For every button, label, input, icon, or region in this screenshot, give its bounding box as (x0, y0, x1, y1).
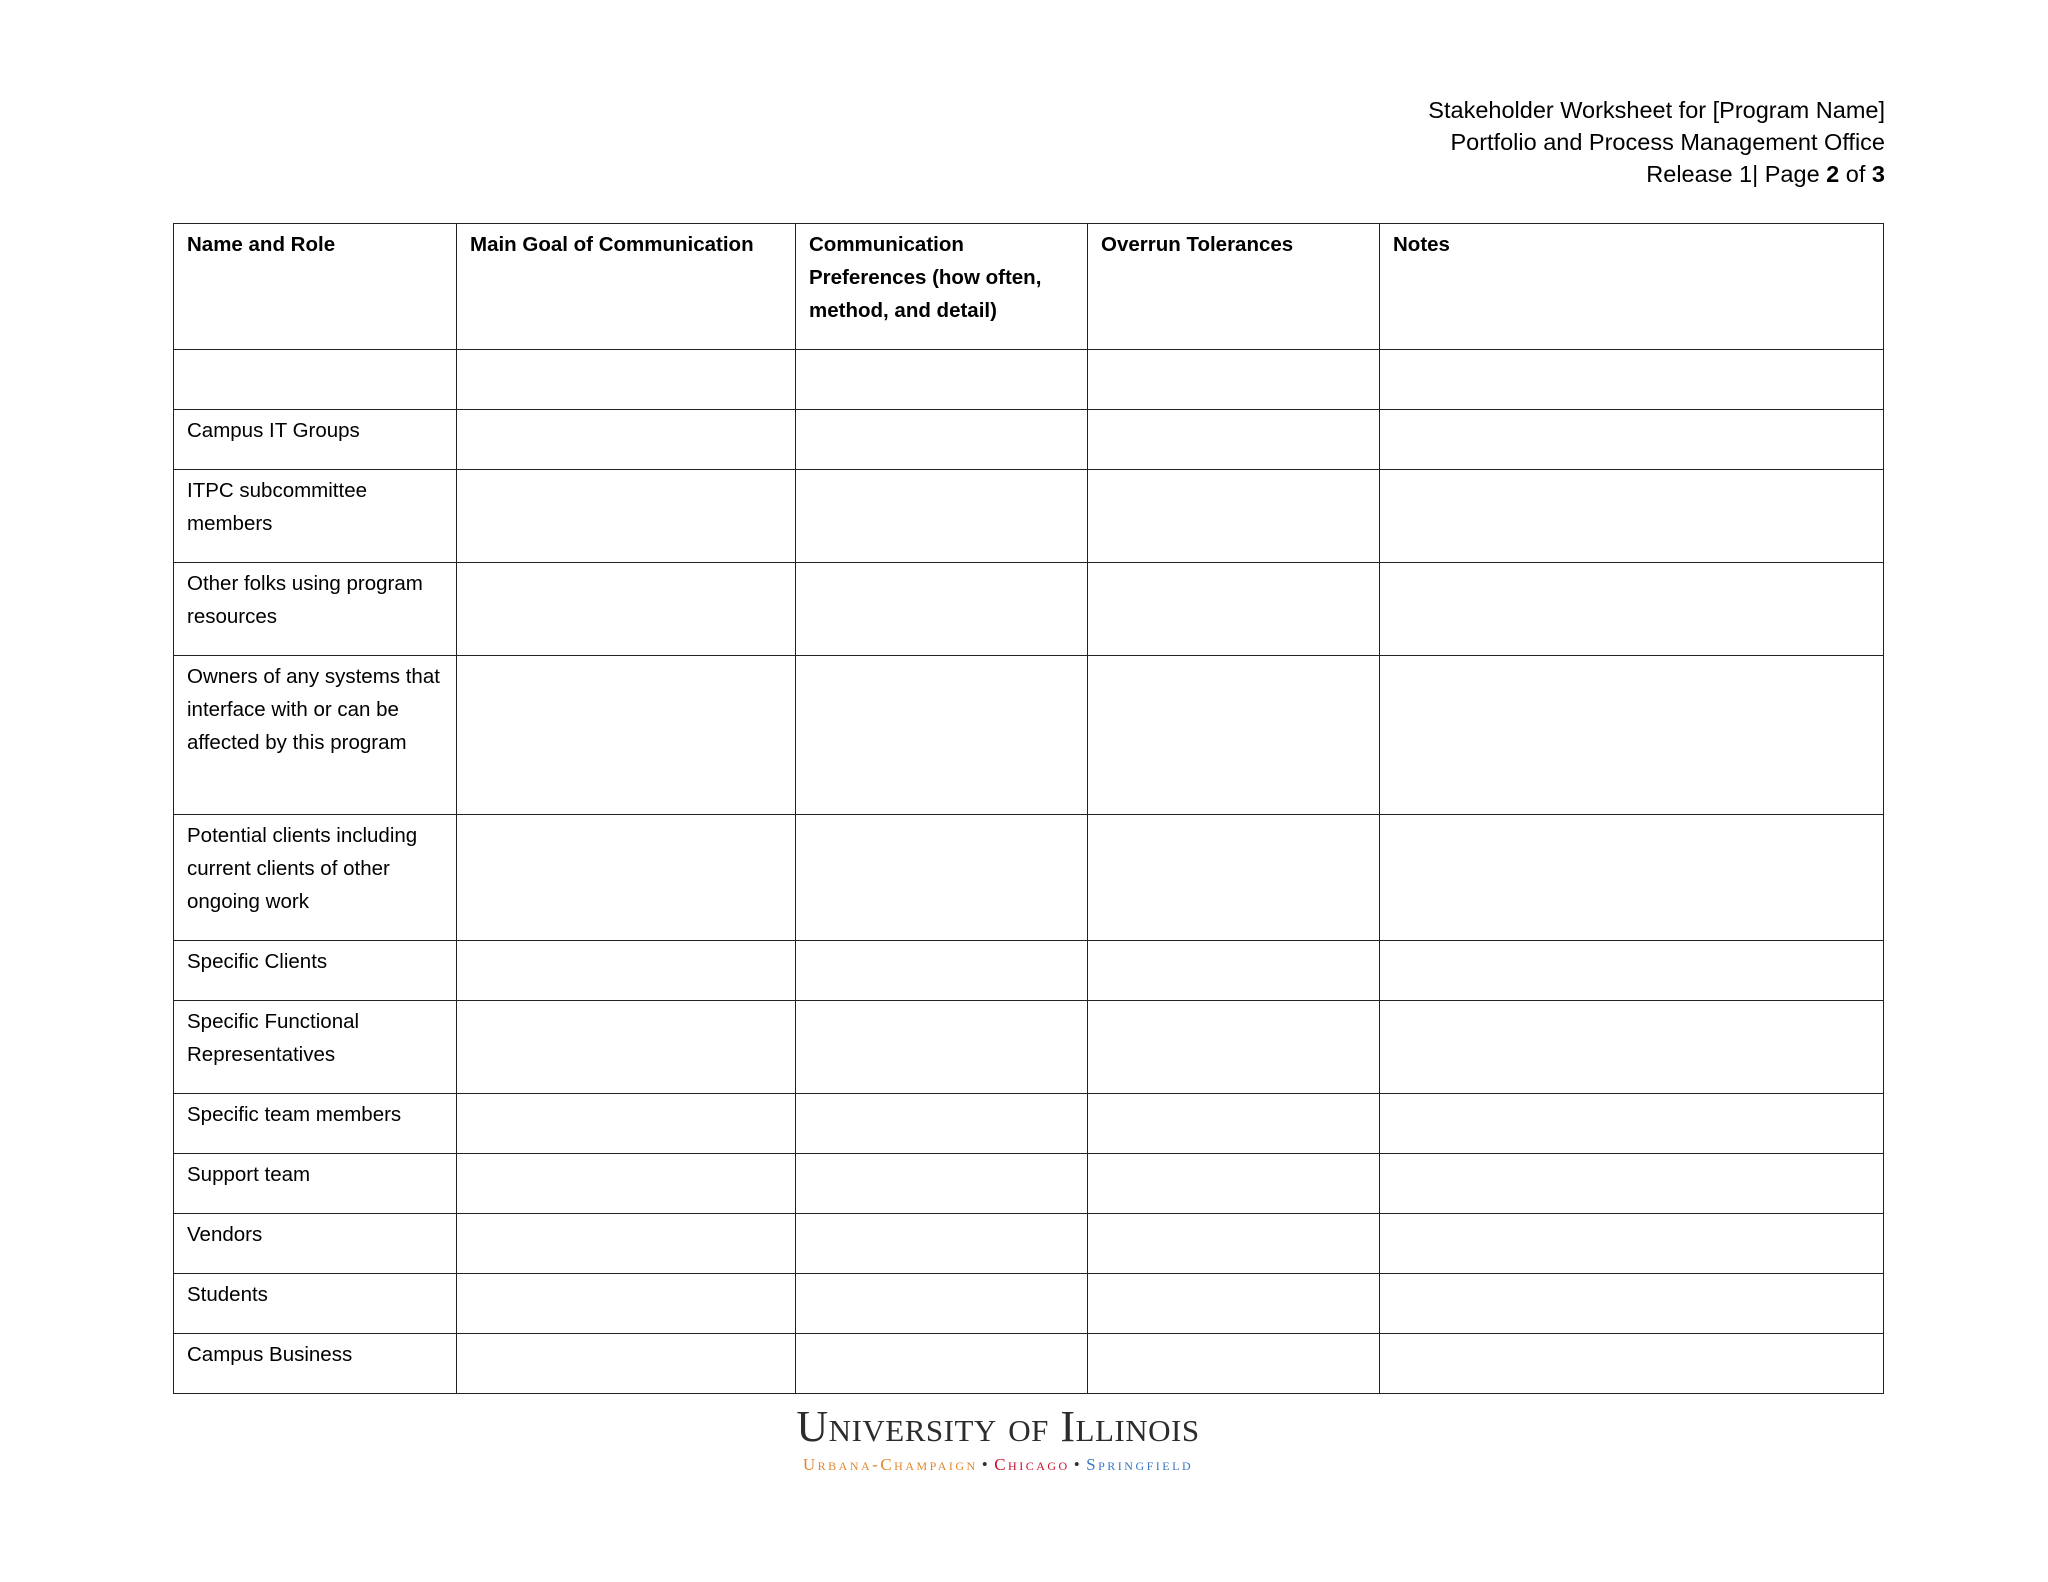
row-label: Potential clients including current clients of other ongoing work (174, 815, 457, 941)
table-row (174, 1001, 1884, 1094)
page-indicator: Release 1| Page 2 of 3 (1646, 161, 1885, 187)
table-row (174, 410, 1884, 470)
page-header (1428, 94, 1885, 190)
table-cell[interactable] (796, 563, 1088, 656)
table-row (174, 1154, 1884, 1214)
page-total: 3 (1871, 161, 1885, 187)
table-cell[interactable] (796, 1274, 1088, 1334)
table-cell[interactable] (457, 815, 796, 941)
table-cell[interactable] (1380, 1274, 1884, 1334)
table-cell[interactable] (1380, 1094, 1884, 1154)
table-cell[interactable] (1088, 1094, 1380, 1154)
table-cell[interactable] (796, 1214, 1088, 1274)
table-cell[interactable] (457, 470, 796, 563)
row-label: Specific Clients (174, 941, 457, 1001)
row-label: Vendors (174, 1214, 457, 1274)
table-cell[interactable] (796, 1154, 1088, 1214)
header-name-and-role: Name and Role (174, 224, 457, 350)
table-cell[interactable] (1088, 563, 1380, 656)
table-cell[interactable] (1380, 656, 1884, 815)
table-cell[interactable] (796, 941, 1088, 1001)
row-label: Students (174, 1274, 457, 1334)
table-cell[interactable] (796, 815, 1088, 941)
header-notes: Notes (1380, 224, 1884, 350)
table-cell[interactable] (457, 1154, 796, 1214)
logo-wordmark: University of Illinois (796, 1402, 1200, 1451)
table-row (174, 350, 1884, 410)
table-cell[interactable] (457, 1274, 796, 1334)
table-cell[interactable] (457, 1094, 796, 1154)
row-label: Other folks using program resources (174, 563, 457, 656)
university-logo (720, 1403, 1276, 1477)
table-cell[interactable] (457, 1214, 796, 1274)
table-cell[interactable] (796, 656, 1088, 815)
table-row (174, 470, 1884, 563)
header-communication-preferences: Communication Preferences (how often, method, and detail) (796, 224, 1088, 350)
table-row (174, 1094, 1884, 1154)
table-cell[interactable] (1088, 815, 1380, 941)
row-label: Campus Business (174, 1334, 457, 1394)
office-name: Portfolio and Process Management Office (1450, 129, 1885, 155)
header-overrun-tolerances: Overrun Tolerances (1088, 224, 1380, 350)
page-current: 2 (1826, 161, 1840, 187)
table-cell[interactable] (1380, 815, 1884, 941)
table-cell[interactable] (1380, 563, 1884, 656)
table-cell[interactable] (1088, 1214, 1380, 1274)
row-label: Specific Functional Representatives (174, 1001, 457, 1094)
table-cell[interactable] (457, 1001, 796, 1094)
table-cell[interactable] (1380, 1214, 1884, 1274)
table-cell[interactable] (1088, 1274, 1380, 1334)
table-cell[interactable] (1088, 941, 1380, 1001)
table-cell[interactable] (1088, 410, 1380, 470)
table-cell[interactable] (1380, 470, 1884, 563)
stakeholder-table (173, 223, 1884, 1394)
table-cell[interactable] (1088, 656, 1380, 815)
table-row (174, 563, 1884, 656)
table-cell[interactable] (1380, 941, 1884, 1001)
logo-campus-springfield: Springfield (1086, 1455, 1194, 1474)
table-row (174, 1214, 1884, 1274)
table-cell[interactable] (1088, 350, 1380, 410)
table-cell[interactable] (457, 350, 796, 410)
table-cell[interactable] (796, 1094, 1088, 1154)
row-label: ITPC subcommittee members (174, 470, 457, 563)
logo-campus-chicago: Chicago (994, 1455, 1070, 1474)
row-label: Specific team members (174, 1094, 457, 1154)
table-cell[interactable] (1380, 350, 1884, 410)
table-cell[interactable] (1380, 410, 1884, 470)
table-cell[interactable] (796, 1001, 1088, 1094)
table-header-row (174, 224, 1884, 350)
table-cell[interactable] (1088, 1334, 1380, 1394)
table-row (174, 815, 1884, 941)
table-row (174, 1334, 1884, 1394)
row-label: Campus IT Groups (174, 410, 457, 470)
logo-campuses: Urbana-Champaign • Chicago • Springfield (802, 1455, 1194, 1474)
header-main-goal: Main Goal of Communication (457, 224, 796, 350)
table-cell[interactable] (457, 941, 796, 1001)
row-label: Owners of any systems that interface with or can be affected by this program (174, 656, 457, 815)
worksheet-title: Stakeholder Worksheet for [Program Name] (1428, 97, 1885, 123)
table-cell[interactable] (796, 410, 1088, 470)
table-cell[interactable] (796, 1334, 1088, 1394)
table-cell[interactable] (457, 1334, 796, 1394)
table-cell[interactable] (1088, 470, 1380, 563)
table-cell[interactable] (457, 656, 796, 815)
table-row (174, 656, 1884, 815)
table-cell[interactable] (1380, 1154, 1884, 1214)
table-row (174, 941, 1884, 1001)
table-cell[interactable] (457, 410, 796, 470)
table-cell[interactable] (1088, 1154, 1380, 1214)
table-cell[interactable] (457, 563, 796, 656)
row-label (174, 350, 457, 410)
table-cell[interactable] (1088, 1001, 1380, 1094)
table-cell[interactable] (1380, 1001, 1884, 1094)
logo-campus-urbana: Urbana-Champaign (802, 1455, 978, 1474)
table-cell[interactable] (1380, 1334, 1884, 1394)
table-cell[interactable] (796, 470, 1088, 563)
row-label: Support team (174, 1154, 457, 1214)
table-cell[interactable] (796, 350, 1088, 410)
table-row (174, 1274, 1884, 1334)
